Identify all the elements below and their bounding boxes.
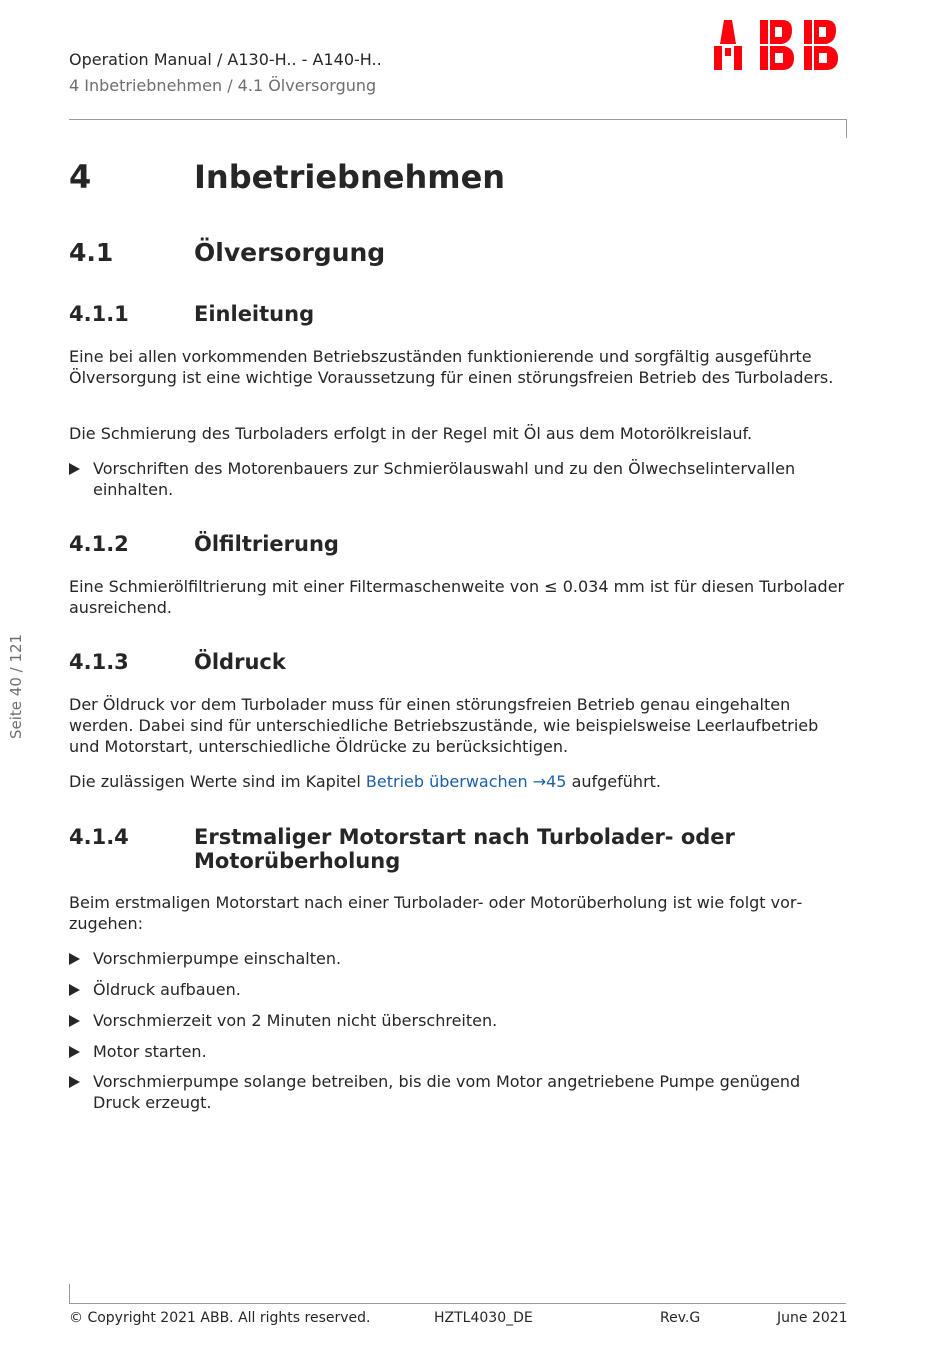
paragraph: Der Öldruck vor dem Turbolader muss für einen störungsfreien Betrieb genau eingehalten werden. Dabei sind für unterschiedliche Betriebszustände, wie beispielsweise Leerlaufbetrieb und Motorstart, unterschiedliche Öldrücke zu berücksichtigen.: [69, 695, 819, 756]
footer-date: June 2021: [777, 1310, 848, 1326]
paragraph-with-link: [69, 771, 847, 792]
heading-number: 4.1.1: [69, 302, 129, 326]
bullet-triangle-icon: [69, 463, 80, 475]
heading-title: Ölfiltrierung: [194, 532, 339, 556]
list-item-text: Vorschmierpumpe solange betreiben, bis die vom Motor angetriebene Pumpe genügend Druck erzeugt.: [93, 1072, 801, 1112]
heading-title: Ölversorgung: [194, 238, 386, 267]
paragraph: Eine Schmierölfiltrierung mit einer Filtermaschenweite von ≤ 0.034 mm ist für diesen Turbolader ausreichend.: [69, 577, 845, 617]
footer-divider: [69, 1303, 846, 1304]
footer-divider-tick: [69, 1284, 70, 1303]
bullet-triangle-icon: [69, 953, 80, 965]
bullet-triangle-icon: [69, 1015, 80, 1027]
list-item: [69, 1041, 847, 1062]
heading-title-line: Erstmaliger Motorstart nach Turbolader- oder: [194, 825, 735, 849]
heading-number: 4.1.4: [69, 825, 129, 849]
heading-number: 4.1.3: [69, 650, 129, 674]
footer-copyright: © Copyright 2021 ABB. All rights reserved.: [69, 1310, 371, 1326]
list-item: [69, 458, 847, 500]
list-item: [69, 948, 847, 969]
list-item-text: Vorschriften des Motorenbauers zur Schmierölauswahl und zu den Ölwechselintervallen einhalten.: [93, 459, 796, 499]
heading-number: 4.1.2: [69, 532, 129, 556]
list-item: [69, 1010, 847, 1031]
paragraph-text: aufgeführt.: [566, 772, 661, 791]
bullet-triangle-icon: [69, 984, 80, 996]
heading-title-line: Motorüberholung: [194, 849, 401, 873]
cross-reference-link[interactable]: Betrieb überwachen →45: [365, 772, 567, 791]
bullet-triangle-icon: [69, 1046, 80, 1058]
paragraph-text: Die zulässigen Werte sind im Kapitel: [69, 772, 366, 791]
page-number-label: Seite 40 / 121: [7, 633, 25, 739]
heading-title: Einleitung: [194, 302, 315, 326]
header-document-title: Operation Manual / A130-H.. - A140-H..: [69, 50, 382, 69]
heading-number: 4.1: [69, 238, 114, 267]
list-item-text: Vorschmierzeit von 2 Minuten nicht überschreiten.: [93, 1011, 498, 1030]
paragraph: Eine bei allen vorkommenden Betriebszuständen funktionierende und sorgfältig ausgeführte Ölversorgung ist eine wichtige Voraussetzung für einen störungsfreien Betrieb des Turboladers.: [69, 347, 834, 387]
heading-title: Inbetriebnehmen: [194, 158, 506, 196]
bullet-triangle-icon: [69, 1076, 80, 1088]
heading-number: 4: [69, 158, 92, 196]
header-divider: [69, 119, 846, 120]
header-breadcrumb: 4 Inbetriebnehmen / 4.1 Ölversorgung: [69, 76, 377, 95]
heading-title: [194, 825, 794, 873]
footer-document-id: HZTL4030_DE: [434, 1310, 533, 1326]
header-divider-tick: [846, 119, 847, 138]
paragraph: Beim erstmaligen Motorstart nach einer Turbolader- oder Motorüberholung ist wie folgt vorzugehen:: [69, 893, 803, 933]
paragraph: Die Schmierung des Turboladers erfolgt in der Regel mit Öl aus dem Motorölkreislauf.: [69, 424, 753, 443]
list-item: [69, 1071, 847, 1113]
list-item: [69, 979, 847, 1000]
abb-logo: [712, 18, 847, 72]
footer-revision: Rev.G: [660, 1310, 701, 1326]
list-item-text: Vorschmierpumpe einschalten.: [93, 949, 342, 968]
heading-title: Öldruck: [194, 650, 286, 674]
list-item-text: Öldruck aufbauen.: [93, 980, 241, 999]
list-item-text: Motor starten.: [93, 1042, 207, 1061]
